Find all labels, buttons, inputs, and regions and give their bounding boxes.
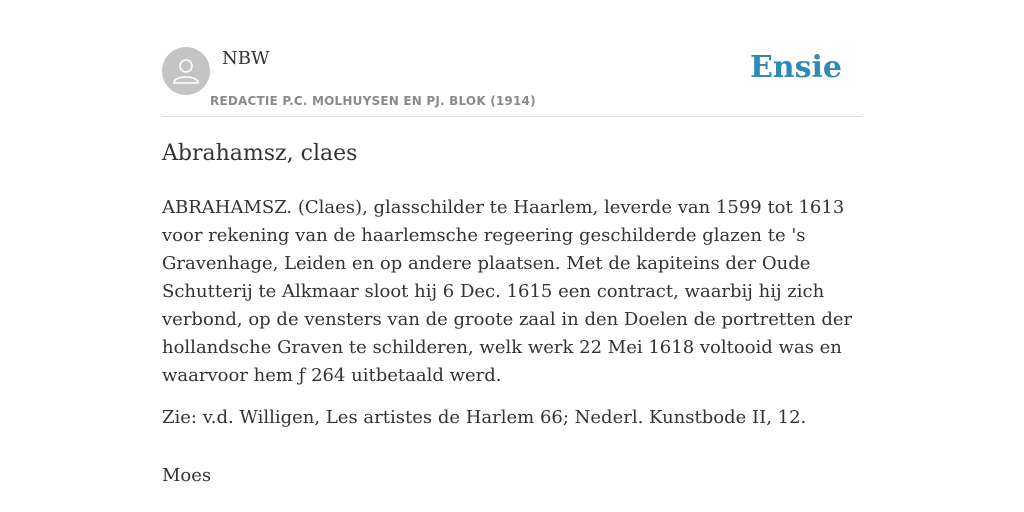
article-author: Moes — [162, 465, 212, 486]
brand-logo[interactable]: Ensie — [749, 50, 842, 85]
article-body: ABRAHAMSZ. (Claes), glasschilder te Haarlem, leverde van 1599 tot 1613 voor rekening van de haarlemsche regeering geschilderde glazen te 's Gravenhage, Leiden en op andere plaatsen. Met de kapiteins der Oude Schutterij te Alkmaar sloot hij 6 Dec. 1615 een contract, waarbij hij zich verbond, op de vensters van de groote zaal in den Doelen de portretten der hollandsche Graven te schilderen, welk werk 22 Mei 1618 voltooid was en waarvoor hem ƒ 264 uitbetaald werd. — [162, 197, 853, 386]
article-reference: Zie: v.d. Willigen, Les artistes de Harlem 66; Nederl. Kunstbode II, 12. — [162, 407, 807, 428]
article — [162, 138, 866, 490]
page-title: Abrahamsz, claes — [162, 141, 358, 166]
source-subtitle: REDACTIE P.C. MOLHUYSEN EN PJ. BLOK (1914) — [210, 94, 536, 108]
user-icon — [162, 47, 210, 95]
source-header — [162, 44, 862, 117]
avatar[interactable] — [162, 47, 210, 95]
source-name[interactable]: NBW — [222, 48, 270, 69]
